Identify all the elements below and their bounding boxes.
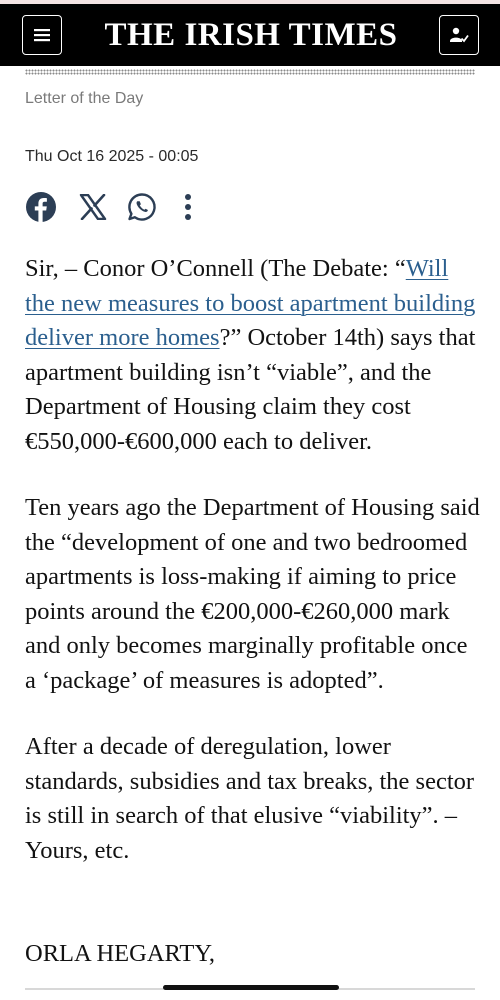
whatsapp-icon bbox=[126, 191, 158, 223]
article-body bbox=[25, 252, 480, 900]
share-more-button[interactable] bbox=[176, 190, 200, 224]
article-paragraph-1: Sir, – Conor O’Connell (The Debate: “Will the new measures to boost apartment building deliver more homes?” October 14th) says that apartment building isn’t “viable”, and the Department of Housing claim they cost €550,000-€600,000 each to deliver. bbox=[25, 255, 476, 455]
dotted-divider bbox=[25, 69, 475, 75]
section-label[interactable]: Letter of the Day bbox=[25, 90, 144, 107]
article-paragraph-3: After a decade of deregulation, lower standards, subsidies and tax breaks, the sector is still in search of that elusive “viability”. – Yours, etc. bbox=[25, 733, 475, 864]
share-x-button[interactable] bbox=[76, 190, 110, 224]
site-header bbox=[0, 4, 500, 66]
facebook-icon bbox=[25, 191, 57, 223]
more-vertical-icon bbox=[183, 193, 193, 221]
article-paragraph-2: Ten years ago the Department of Housing said the “development of one and two bedroomed apartments is loss-making if aiming to price points around the €200,000-€260,000 mark and only becomes marginally profitable once a ‘package’ of measures is adopted”. bbox=[25, 494, 480, 694]
hamburger-menu-icon bbox=[33, 27, 51, 43]
home-indicator[interactable] bbox=[163, 985, 339, 990]
related-article-link[interactable]: Will the new measures to boost apartment building deliver more homes bbox=[25, 255, 476, 351]
account-button[interactable] bbox=[439, 15, 479, 55]
masthead-logo[interactable]: THE IRISH TIMES bbox=[104, 17, 398, 53]
letter-signature: ORLA HEGARTY, bbox=[25, 940, 216, 967]
account-check-icon bbox=[449, 26, 469, 44]
share-whatsapp-button[interactable] bbox=[125, 190, 159, 224]
publish-date: Thu Oct 16 2025 - 00:05 bbox=[25, 148, 199, 165]
share-facebook-button[interactable] bbox=[24, 190, 58, 224]
x-icon bbox=[79, 194, 107, 220]
menu-button[interactable] bbox=[22, 15, 62, 55]
